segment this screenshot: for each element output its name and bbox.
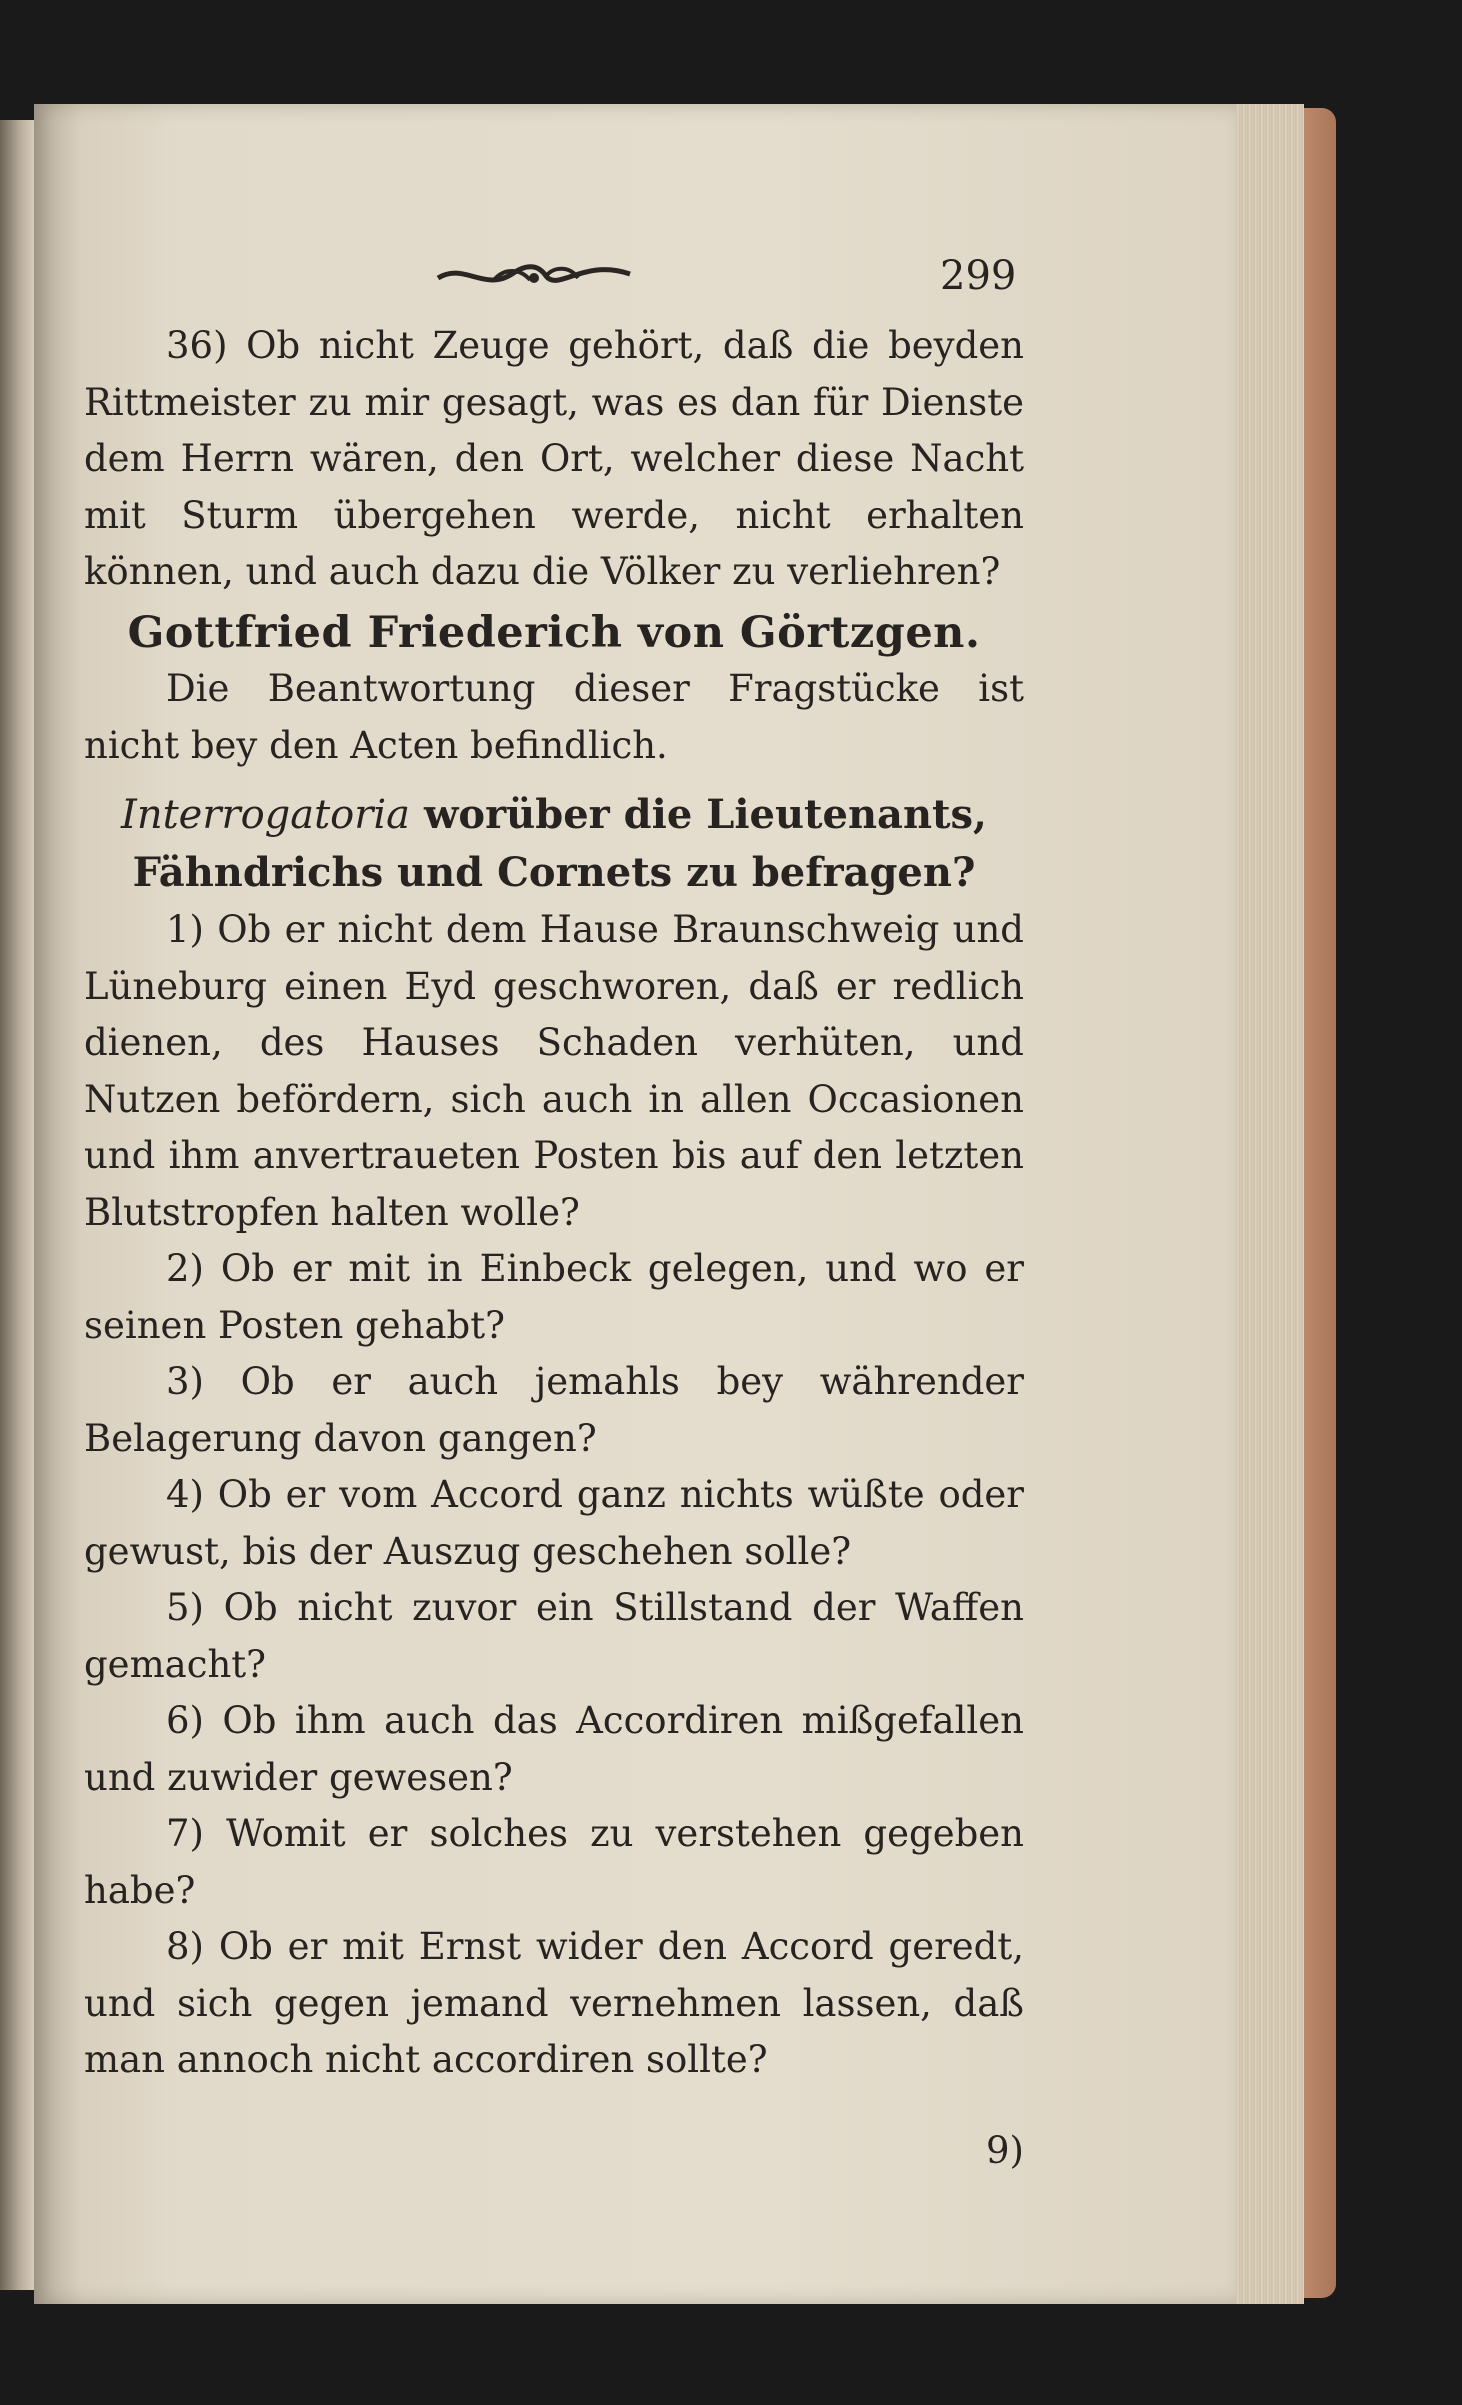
left-page-edge: [0, 120, 34, 2290]
question-1: 1) Ob er nicht dem Hause Braunschweig und Lüneburg einen Eyd geschworen, daß er redlich dienen, des Hauses Schaden verhüten, und Nutzen befördern, sich auch in allen Occasionen und ihm anvertraueten Posten bis auf den letzten Blutstropfen halten wolle?: [84, 908, 1024, 1234]
question-6: 6) Ob ihm auch das Accordiren mißgefallen und zuwider gewesen?: [84, 1699, 1024, 1799]
question-3: 3) Ob er auch jemahls bey währender Belagerung davon gangen?: [84, 1360, 1024, 1460]
ornament-flourish-icon: [434, 254, 634, 298]
page-number: 299: [940, 253, 1017, 299]
signature-line: Gottfried Friederich von Görtzgen.: [127, 607, 981, 658]
catchword: 9): [986, 2128, 1024, 2172]
question-8: 8) Ob er mit Ernst wider den Accord geredt, und sich gegen jemand vernehmen lassen, daß man annoch nicht accordiren sollte?: [84, 1925, 1024, 2081]
question-5: 5) Ob nicht zuvor ein Stillstand der Waffen gemacht?: [84, 1586, 1024, 1686]
section-heading-latin: Interrogatoria: [121, 792, 411, 838]
section-heading-text: worüber die Lieutenants, Fähndrichs und Cornets zu befragen?: [132, 791, 987, 896]
question-4: 4) Ob er vom Accord ganz nichts wüßte oder gewust, bis der Auszug geschehen solle?: [84, 1473, 1024, 1573]
note-paragraph: Die Beantwortung dieser Fragstücke ist nicht bey den Acten befindlich.: [84, 667, 1024, 767]
question-7: 7) Womit er solches zu verstehen gegeben habe?: [84, 1812, 1024, 1912]
question-36: 36) Ob nicht Zeuge gehört, daß die beyden Rittmeister zu mir gesagt, was es dan für Dienste dem Herrn wären, den Ort, welcher diese Nacht mit Sturm übergehen werde, nicht erhalten können, und auch dazu die Völker zu verliehren?: [84, 324, 1024, 593]
question-2: 2) Ob er mit in Einbeck gelegen, und wo er seinen Posten gehabt?: [84, 1247, 1024, 1347]
page-content: [84, 248, 1024, 2179]
page-header: [84, 248, 1024, 318]
section-heading: [84, 786, 1024, 902]
